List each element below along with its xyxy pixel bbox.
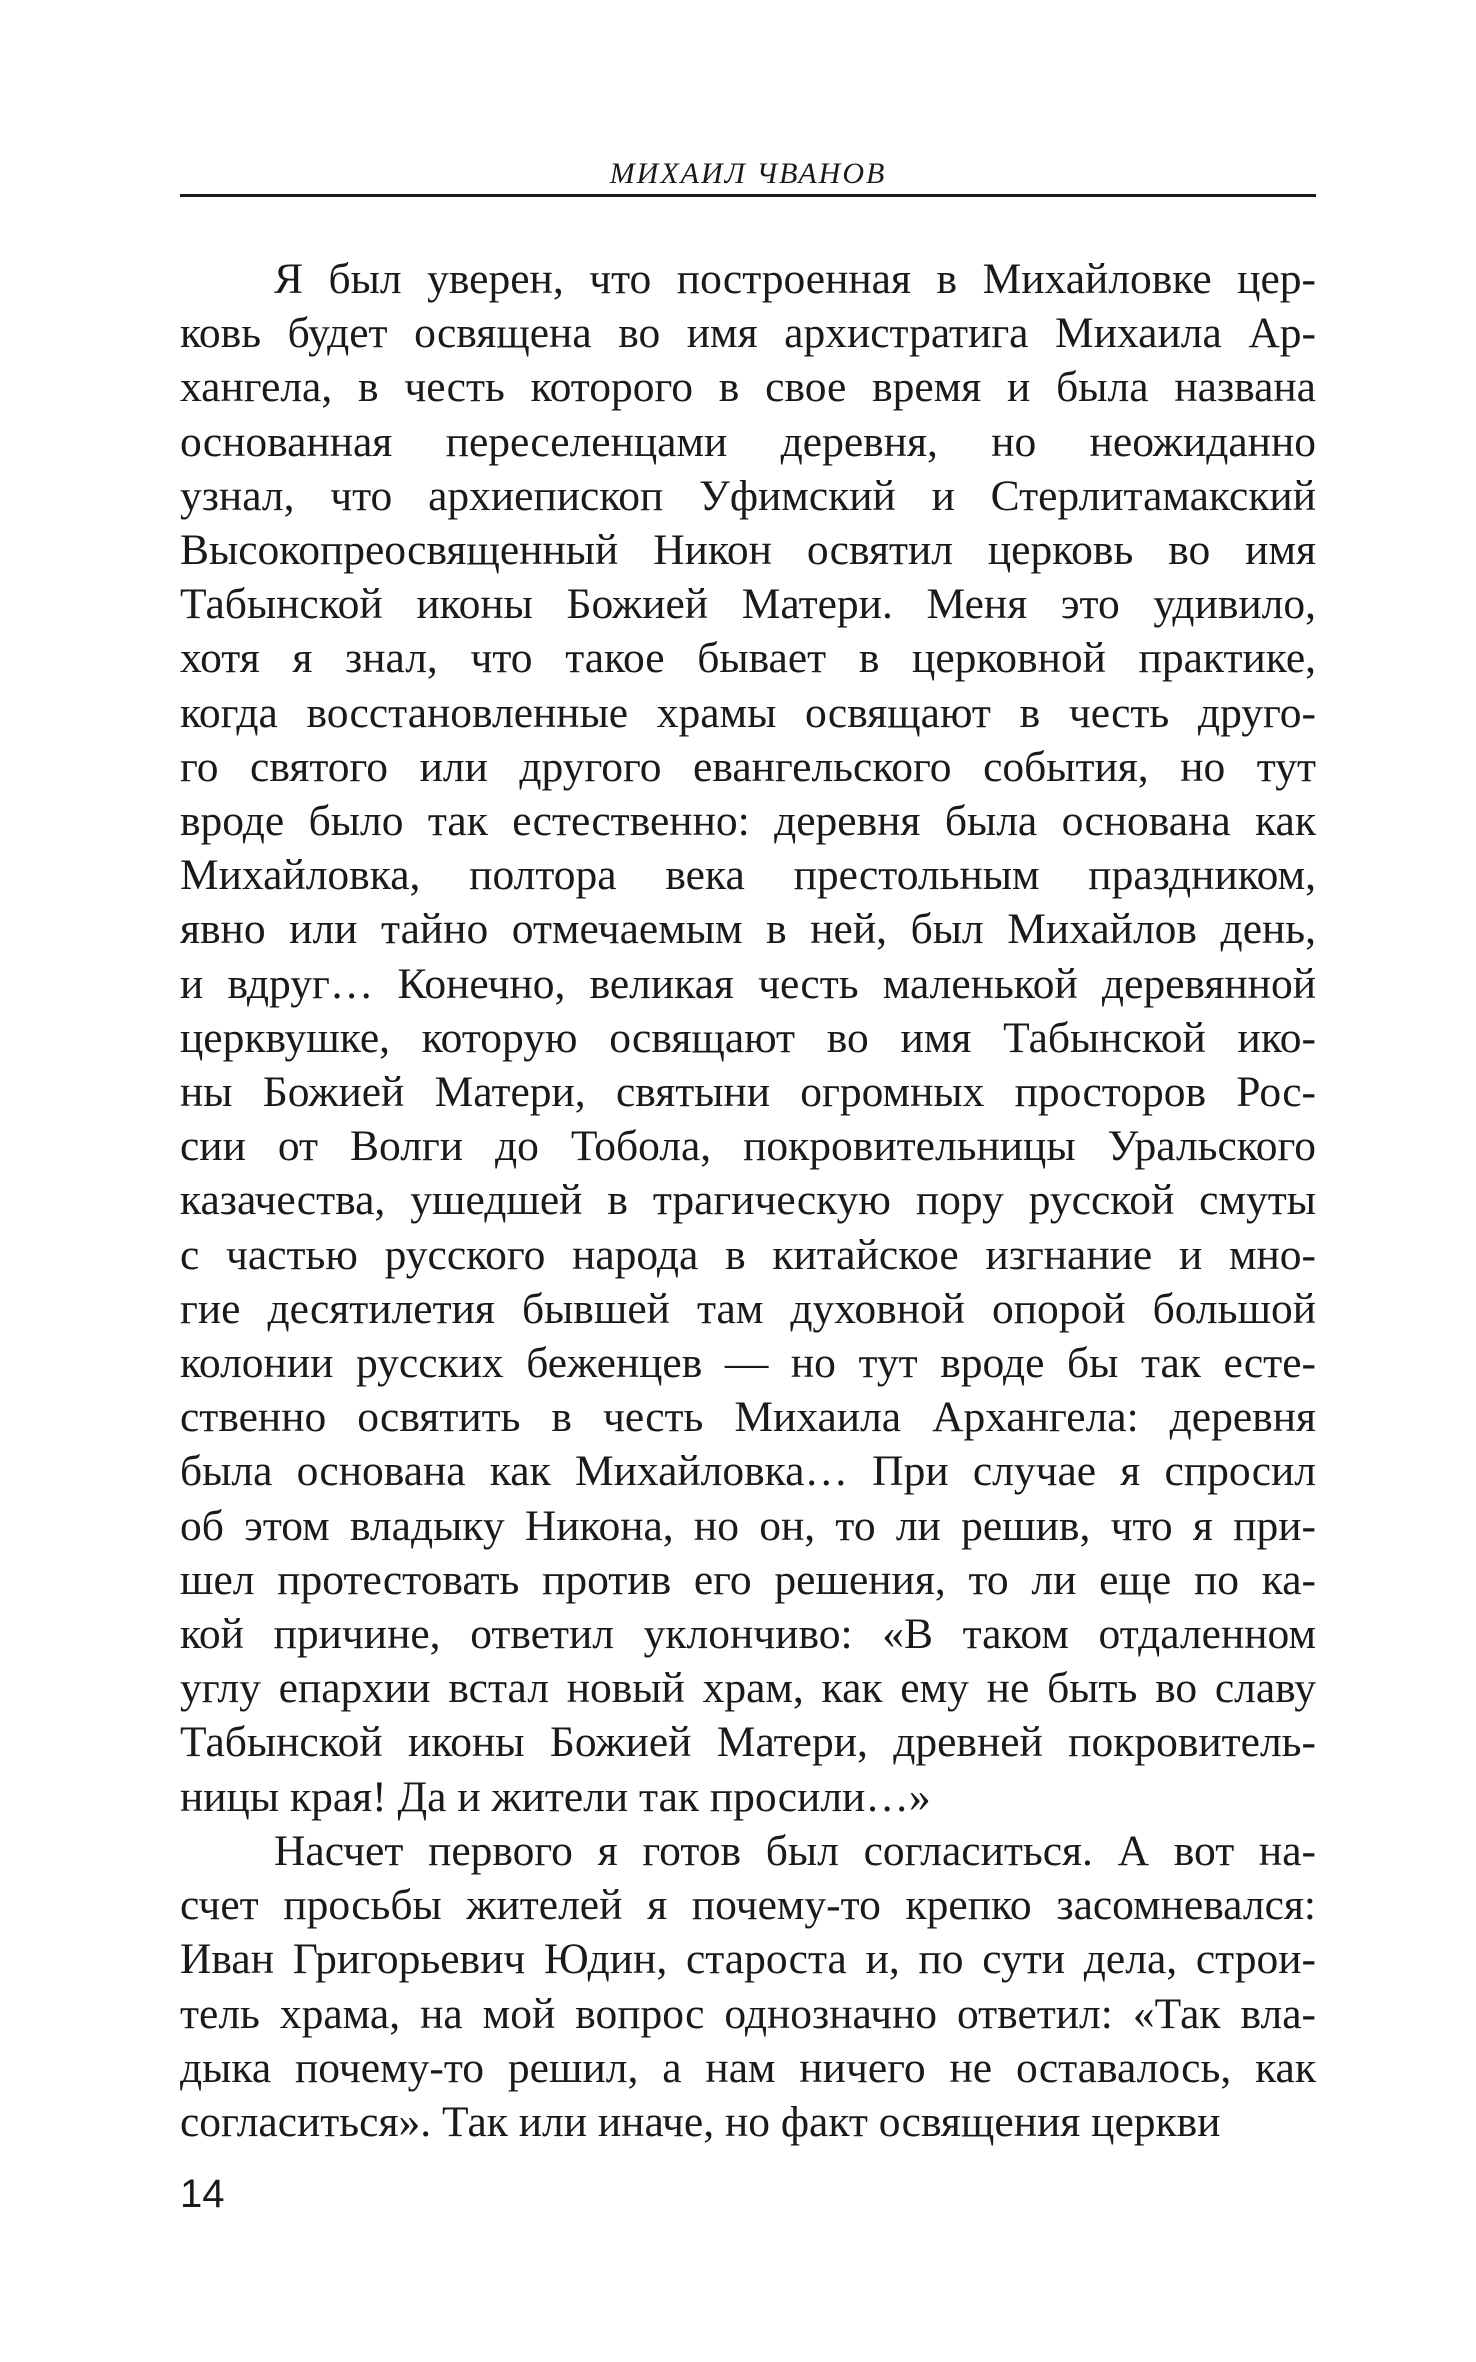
text-line: дыка почему-то решил, а нам ничего не оставалось, как xyxy=(180,2043,1316,2092)
paragraph xyxy=(180,1824,1316,2149)
text-line: Насчет первого я готов был согласиться. А вот на- xyxy=(274,1826,1316,1875)
text-line: узнал, что архиепископ Уфимский и Стерлитамакский xyxy=(180,471,1316,520)
text-line: кой причине, ответил уклончиво: «В таком отдаленном xyxy=(180,1610,1316,1659)
page-number: 14 xyxy=(180,2172,225,2216)
text-line: го святого или другого евангельского события, но тут xyxy=(180,742,1316,791)
text-line: с частью русского народа в китайское изгнание и мно- xyxy=(180,1230,1316,1279)
running-title: МИХАИЛ ЧВАНОВ xyxy=(609,157,887,190)
text-line: тель храма, на мой вопрос однозначно ответил: «Так вла- xyxy=(180,1989,1316,2038)
text-line: ны Божией Матери, святыни огромных просторов Рос- xyxy=(180,1068,1316,1117)
header-rule xyxy=(180,194,1316,197)
text-line: и вдруг… Конечно, великая честь маленькой деревянной xyxy=(180,959,1316,1008)
text-line: колонии русских беженцев — но тут вроде бы так есте- xyxy=(180,1339,1316,1388)
text-line: Табынской иконы Божией Матери, древней покровитель- xyxy=(180,1718,1316,1767)
text-line: когда восстановленные храмы освящают в честь друго- xyxy=(180,688,1316,737)
text-line: хотя я знал, что такое бывает в церковной практике, xyxy=(180,634,1316,683)
text-line: об этом владыку Никона, но он, то ли решив, что я при- xyxy=(180,1501,1316,1550)
text-line: Высокопреосвященный Никон освятил церковь во имя xyxy=(180,526,1316,575)
text-line: углу епархии встал новый храм, как ему не быть во славу xyxy=(180,1664,1316,1713)
text-line: была основана как Михайловка… При случае я спросил xyxy=(180,1447,1316,1496)
text-line: Иван Григорьевич Юдин, староста и, по сути дела, строи- xyxy=(180,1935,1316,1984)
text-line: сии от Волги до Тобола, покровительницы Уральского xyxy=(180,1122,1316,1171)
text-body xyxy=(180,252,1316,2149)
text-line: церквушке, которую освящают во имя Табынской ико- xyxy=(180,1013,1316,1062)
text-line: основанная переселенцами деревня, но неожиданно xyxy=(180,417,1316,466)
text-line: согласиться». Так или иначе, но факт освящения церкви xyxy=(180,2097,1221,2146)
text-line: Михайловка, полтора века престольным праздником, xyxy=(180,851,1316,900)
text-line: вроде было так естественно: деревня была основана как xyxy=(180,797,1316,846)
text-line: ковь будет освящена во имя архистратига Михаила Ар- xyxy=(180,309,1316,358)
text-line: явно или тайно отмечаемым в ней, был Михайлов день, xyxy=(180,905,1316,954)
text-line: Табынской иконы Божией Матери. Меня это удивило, xyxy=(180,580,1316,629)
text-line: счет просьбы жителей я почему-то крепко засомневался: xyxy=(180,1881,1316,1930)
text-line: шел протестовать против его решения, то ли еще по ка- xyxy=(180,1555,1316,1604)
text-line: ственно освятить в честь Михаила Архангела: деревня xyxy=(180,1393,1316,1442)
text-line: ницы края! Да и жители так просили…» xyxy=(180,1772,931,1821)
text-line: гие десятилетия бывшей там духовной опорой большой xyxy=(180,1284,1316,1333)
paragraph xyxy=(180,252,1316,1824)
text-line: хангела, в честь которого в свое время и была названа xyxy=(180,363,1316,412)
text-line: Я был уверен, что построенная в Михайловке цер- xyxy=(274,255,1316,303)
text-line: казачества, ушедшей в трагическую пору русской смуты xyxy=(180,1176,1316,1225)
